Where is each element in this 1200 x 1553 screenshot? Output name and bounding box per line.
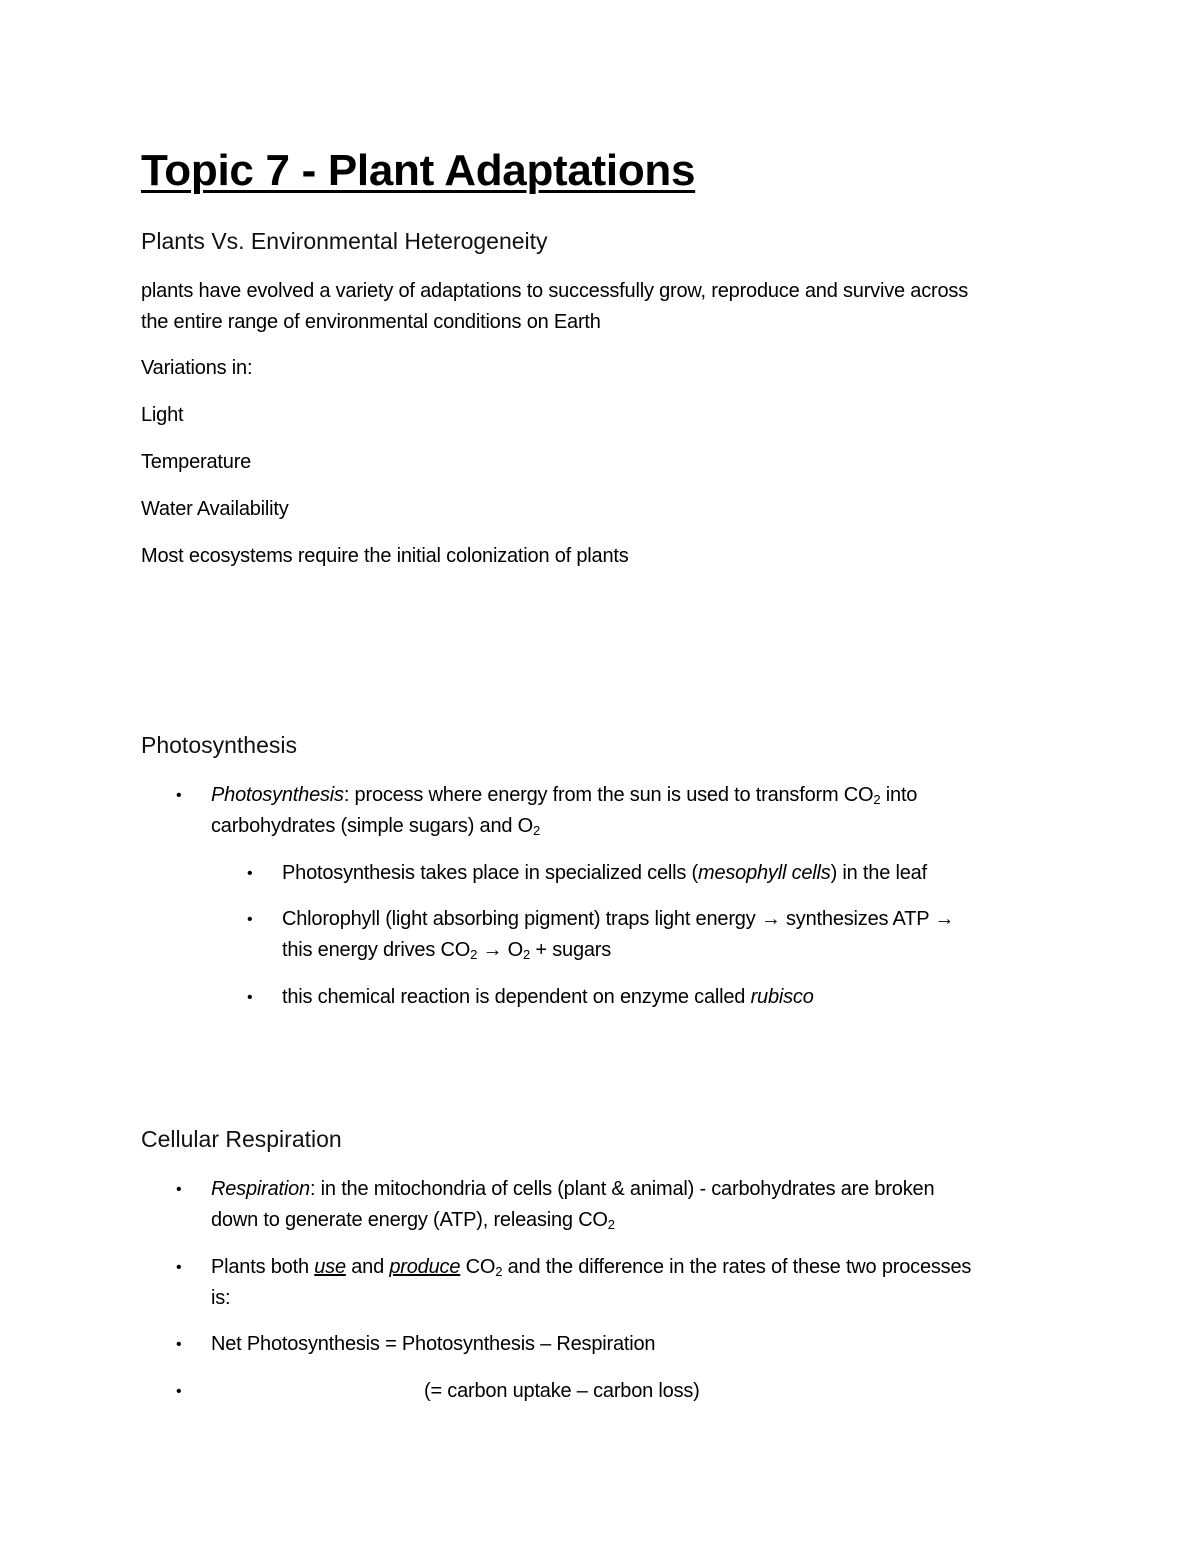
- bullet-text: and the difference in the rates of these two processes: [502, 1256, 972, 1278]
- bullet-text: Plants both: [211, 1256, 315, 1278]
- term-respiration: Respiration: [211, 1178, 310, 1200]
- bullet-photosynthesis-definition-line-2: [211, 815, 540, 838]
- definition-line-2-text: down to generate energy (ATP), releasing CO: [211, 1209, 608, 1231]
- term-photosynthesis: Photosynthesis: [211, 784, 344, 806]
- definition-line-2-text: carbohydrates (simple sugars) and O: [211, 815, 534, 837]
- section-heading-respiration: Cellular Respiration: [141, 1126, 342, 1152]
- bullet-icon: •: [247, 989, 253, 1006]
- term-mesophyll-cells: mesophyll cells: [697, 862, 831, 884]
- bullet-photosynthesis-definition: [211, 784, 917, 807]
- intro-paragraph-line-2: the entire range of environmental conditions on Earth: [141, 311, 601, 333]
- subscript: 2: [495, 1264, 503, 1279]
- intro-paragraph-line-1: plants have evolved a variety of adaptations to successfully grow, reproduce and survive across: [141, 280, 969, 302]
- term-use: use: [314, 1256, 346, 1278]
- subbullet-text: Photosynthesis takes place in specialized cells (: [282, 862, 698, 884]
- subscript: 2: [523, 947, 531, 962]
- closing-statement: Most ecosystems require the initial colonization of plants: [141, 545, 629, 567]
- bullet-net-photosynthesis: Net Photosynthesis = Photosynthesis – Respiration: [211, 1333, 656, 1355]
- bullet-respiration-definition: [211, 1178, 934, 1201]
- variation-item-temperature: Temperature: [141, 451, 252, 473]
- subbullet-text: → O: [477, 939, 524, 961]
- definition-text: : in the mitochondria of cells (plant & animal) - carbohydrates are broken: [309, 1178, 935, 1200]
- bullet-carbon-balance: (= carbon uptake – carbon loss): [424, 1380, 700, 1402]
- term-produce: produce: [389, 1256, 461, 1278]
- variation-item-light: Light: [141, 404, 184, 426]
- bullet-icon: •: [247, 911, 253, 928]
- subscript: 2: [470, 947, 478, 962]
- subbullet-rubisco: [282, 986, 814, 1009]
- subscript: 2: [533, 823, 541, 838]
- bullet-icon: •: [176, 1181, 182, 1198]
- bullet-text: and: [345, 1256, 390, 1278]
- bullet-icon: •: [176, 1336, 182, 1353]
- page-title: Topic 7 - Plant Adaptations: [141, 146, 696, 195]
- subscript: 2: [873, 792, 881, 807]
- term-rubisco: rubisco: [750, 986, 814, 1008]
- subbullet-mesophyll: [282, 862, 927, 885]
- bullet-use-and-produce: [211, 1256, 971, 1279]
- bullet-use-and-produce-line-2: is:: [211, 1287, 231, 1309]
- bullet-text: CO: [460, 1256, 496, 1278]
- definition-tail: into: [880, 784, 918, 806]
- bullet-icon: •: [247, 865, 253, 882]
- subbullet-chlorophyll-line-1: Chlorophyll (light absorbing pigment) traps light energy → synthesizes ATP →: [282, 908, 955, 930]
- bullet-icon: •: [176, 1383, 182, 1400]
- variation-item-water: Water Availability: [141, 498, 289, 520]
- subbullet-chlorophyll-line-2: [282, 939, 611, 962]
- section-heading-photosynthesis: Photosynthesis: [141, 732, 297, 758]
- subscript: 2: [607, 1217, 615, 1232]
- definition-text: : process where energy from the sun is used to transform CO: [343, 784, 874, 806]
- subbullet-text: this energy drives CO: [282, 939, 471, 961]
- bullet-icon: •: [176, 1259, 182, 1276]
- subbullet-text: + sugars: [530, 939, 612, 961]
- subbullet-text: this chemical reaction is dependent on enzyme called: [282, 986, 751, 1008]
- bullet-icon: •: [176, 787, 182, 804]
- section-heading-heterogeneity: Plants Vs. Environmental Heterogeneity: [141, 228, 548, 254]
- subbullet-text: ) in the leaf: [830, 862, 927, 884]
- variations-label: Variations in:: [141, 357, 253, 379]
- bullet-respiration-definition-line-2: [211, 1209, 615, 1232]
